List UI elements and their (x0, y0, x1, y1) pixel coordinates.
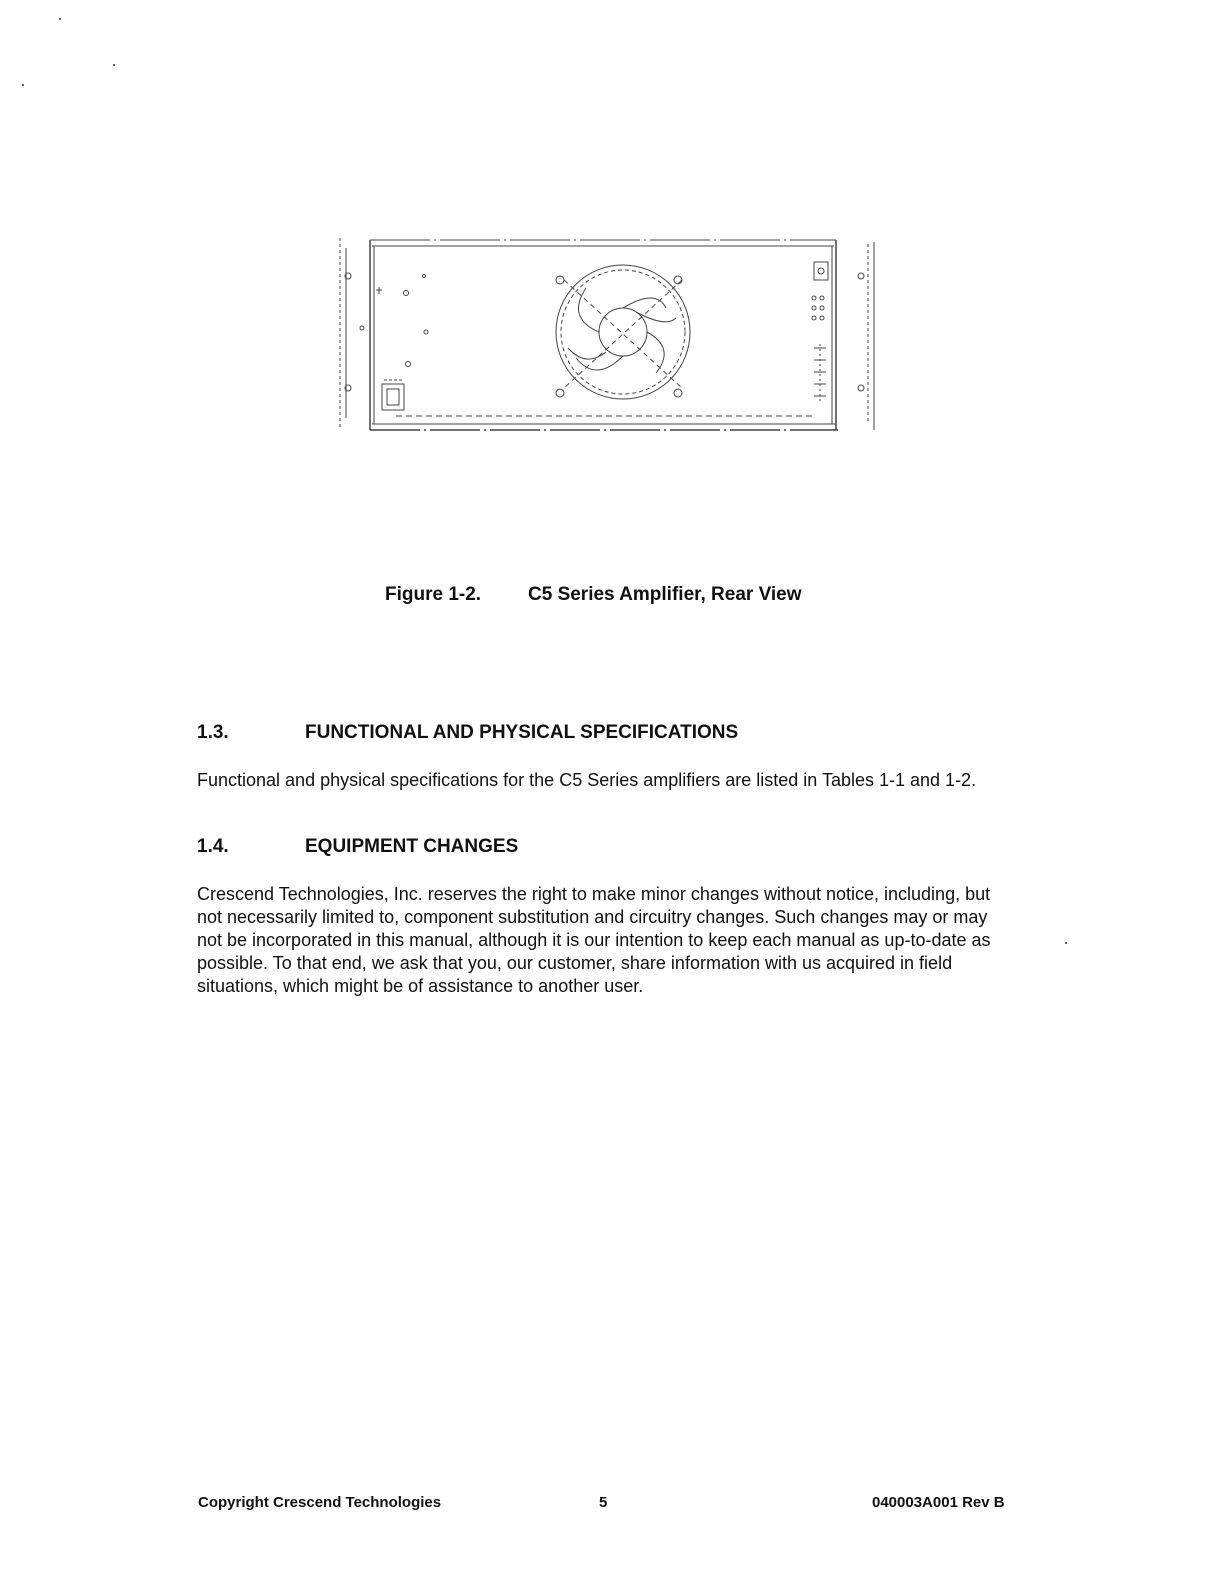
scan-speck (22, 84, 24, 86)
right-rack-ear (858, 242, 874, 430)
section-heading-1-4 (197, 836, 518, 858)
footer-page-number: 5 (599, 1494, 608, 1511)
amplifier-rear-view-figure (336, 228, 882, 436)
right-panel-connectors (812, 262, 828, 404)
section-title: EQUIPMENT CHANGES (305, 836, 519, 857)
figure-number: Figure 1-2. (385, 584, 482, 605)
section-number: 1.4. (197, 836, 229, 857)
section-number: 1.3. (197, 722, 229, 743)
scan-speck (59, 18, 61, 20)
figure-caption (385, 584, 802, 606)
cooling-fan-icon (556, 265, 690, 399)
scan-speck (113, 64, 115, 66)
scan-speck (1065, 942, 1067, 944)
left-panel-components (376, 275, 428, 367)
section-title: FUNCTIONAL AND PHYSICAL SPECIFICATIONS (305, 722, 739, 743)
footer-copyright: Copyright Crescend Technologies (198, 1494, 442, 1511)
power-connector-icon (382, 380, 404, 410)
footer-doc-number: 040003A001 Rev B (872, 1494, 1005, 1511)
section-body-1-3: Functional and physical specifications for the C5 Series amplifiers are listed in Tables 1-1 and 1-2. (197, 770, 977, 790)
section-heading-1-3 (197, 722, 738, 744)
chassis-outline (370, 240, 838, 430)
left-rack-ear (340, 238, 364, 428)
figure-title: C5 Series Amplifier, Rear View (528, 584, 802, 605)
section-body-1-4: Crescend Technologies, Inc. reserves the right to make minor changes without notice, including, but not necessarily limited to, component substitution and circuitry changes. Such changes may or may not be incorporated in this manual, although it is our intention to keep each manual as up-to-date as possible. To that end, we ask that you, our customer, share information with us acquired in field situations, which might be of assistance to another user. (197, 884, 991, 996)
